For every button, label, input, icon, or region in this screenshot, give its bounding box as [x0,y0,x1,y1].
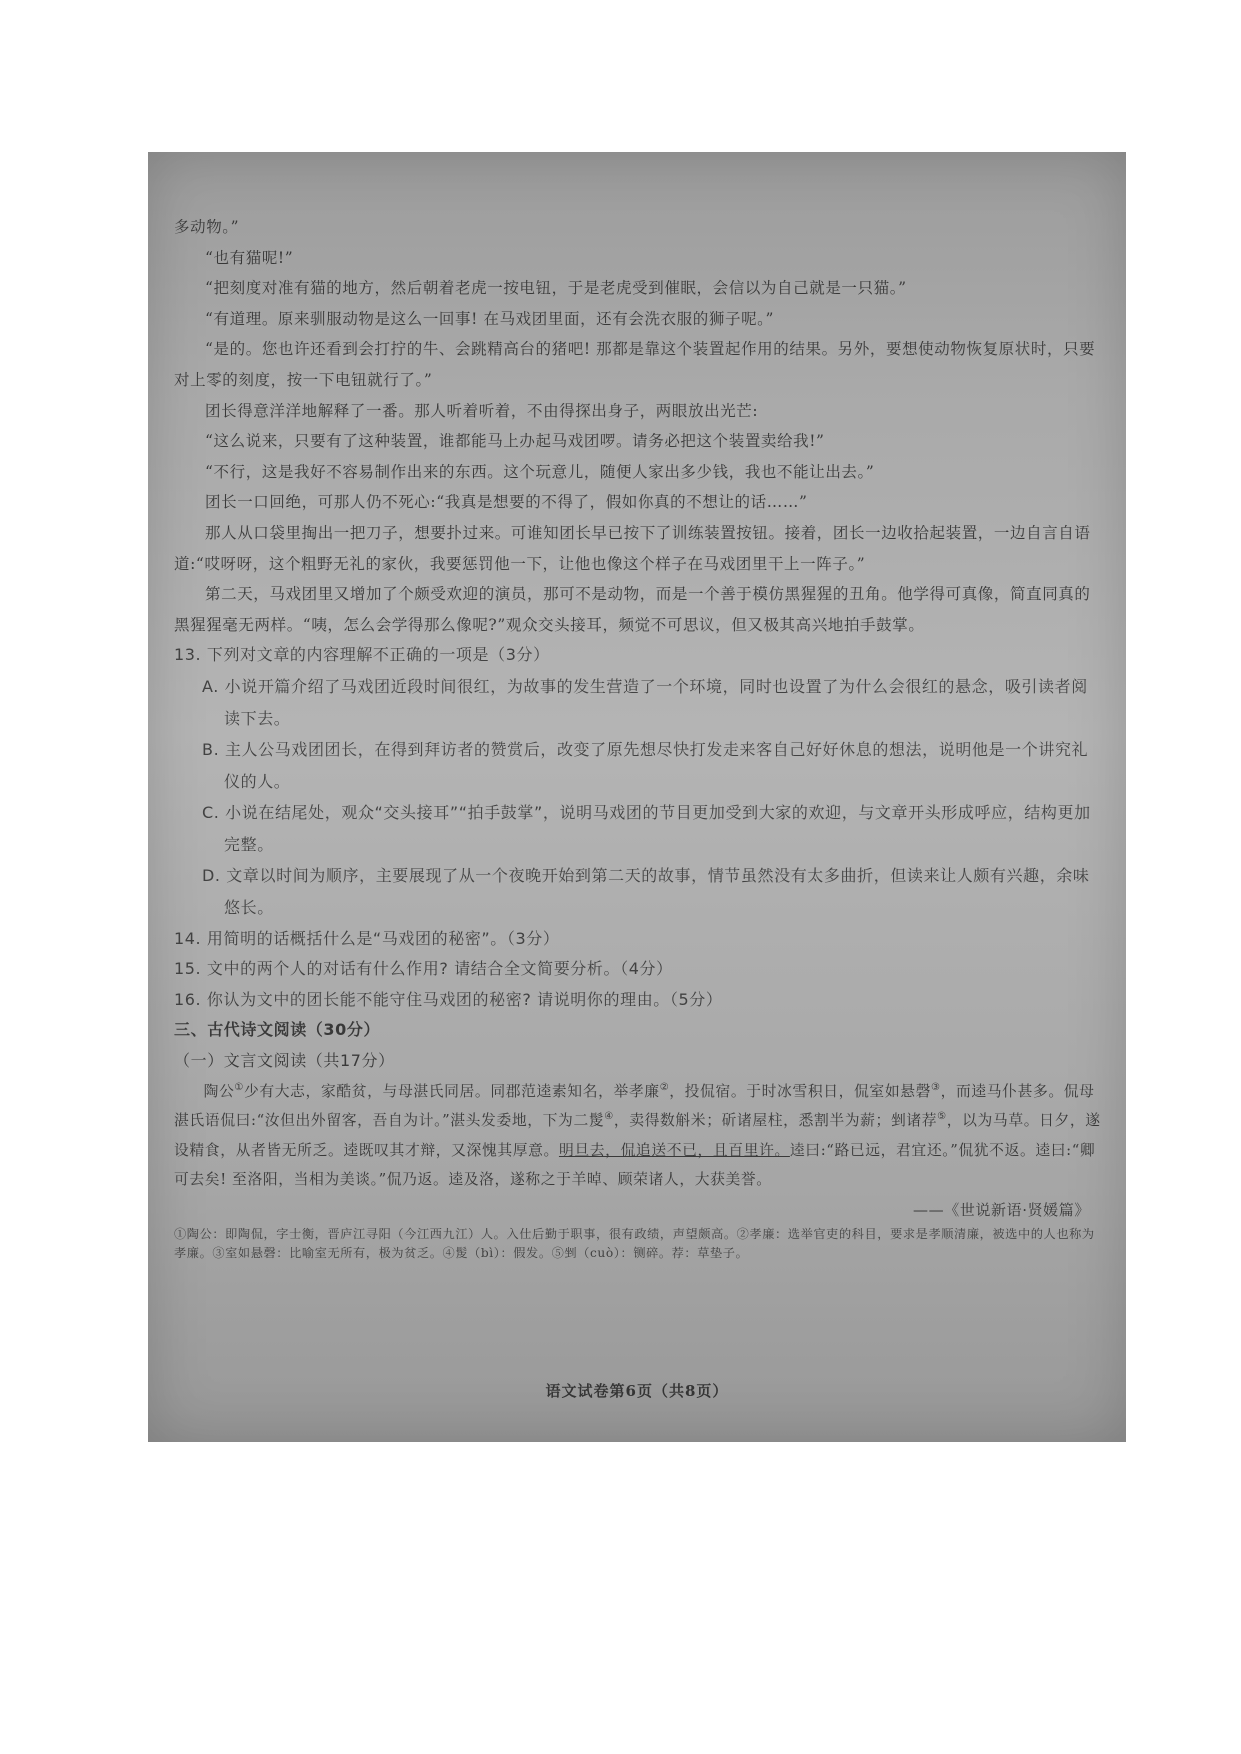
passage-paragraph: “也有猫呢!” [205,248,294,267]
question-14: 14. 用简明的话概括什么是“马戏团的秘密”。（3分） [174,928,560,948]
question-13-option-a: A. 小说开篇介绍了马戏团近段时间很红，为故事的发生营造了一个环境，同时也设置了为什么会很红的悬念，吸引读者阅读下去。 [202,676,1088,728]
underlined-sentence: 明旦去，侃追送不已，且百里许。 [558,1141,790,1159]
passage-paragraph: “把刻度对准有猫的地方，然后朝着老虎一按电钮，于是老虎受到催眠，会信以为自己就是一只猫。” [205,279,907,298]
question-16: 16. 你认为文中的团长能不能守住马戏团的秘密? 请说明你的理由。（5分） [174,989,723,1009]
passage-paragraph: “是的。您也许还看到会打拧的牛、会跳精高台的猪吧! 那都是靠这个装置起作用的结果。另外，要想使动物恢复原状时，只要对上零的刻度，按一下电钮就行了。” [174,340,1096,389]
subsection-heading: （一）文言文阅读（共17分） [174,1051,395,1071]
exam-paper-content [174,212,1104,1263]
classical-text-segment: ，投侃宿。于时冰雪积日，侃室如悬磬 [669,1082,932,1100]
passage-paragraph: “有道理。原来驯服动物是这么一回事! 在马戏团里面，还有会洗衣服的狮子呢。” [205,309,775,328]
question-15: 15. 文中的两个人的对话有什么作用? 请结合全文简要分析。（4分） [174,959,673,979]
classical-text-segment: 陶公 [203,1082,235,1100]
footnotes: ①陶公：即陶侃，字士衡，晋庐江寻阳（今江西九江）人。入仕后勤于职事，很有政绩，声望颇高。②孝廉：选举官吏的科目，要求是孝顺清廉，被选中的人也称为孝廉。③室如悬磬：比喻室无所有，极为贫乏。④髲（bì）：假发。⑤剉（cuò）：铡碎。荐：草垫子。 [174,1227,1095,1261]
question-13-option-c: C. 小说在结尾处，观众“交头接耳”“拍手鼓掌”，说明马戏团的节目更加受到大家的欢迎，与文章开头形成呼应，结构更加完整。 [202,803,1091,854]
classical-text-segment: ，卖得数斛米；斫诸屋柱，悉割半为薪；剉诸荐 [613,1112,938,1130]
footnote-marker: ① [234,1081,244,1093]
passage-paragraph: “不行，这是我好不容易制作出来的东西。这个玩意儿，随便人家出多少钱，我也不能让出去。” [205,462,875,481]
classical-chinese-passage [174,1077,1104,1226]
footnote-marker: ④ [604,1111,614,1123]
section-heading: 三、古代诗文阅读（30分） [174,1020,381,1040]
footnote-marker: ③ [931,1081,941,1093]
passage-paragraph: 那人从口袋里掏出一把刀子，想要扑过来。可谁知团长早已按下了训练装置按钮。接着，团长一边收拾起装置，一边自言自语道:“哎呀呀，这个粗野无礼的家伙，我要惩罚他一下，让他也像这个样子在马戏团里干上一阵子。” [174,523,1091,573]
photographed-page [148,152,1126,1442]
question-13-option-b: B. 主人公马戏团团长，在得到拜访者的赞赏后，改变了原先想尽快打发走来客自己好好休息的想法，说明他是一个讲究礼仪的人。 [202,740,1089,791]
classical-text-segment: ，而逵马仆甚多。侃母湛氏语侃曰:“汝但出外留客，吾自为计。”湛头发委地，下为二髲 [174,1082,1095,1130]
classical-text [174,1077,1104,1195]
classical-text-segment: 少有大志，家酷贫，与母湛氏同居。同郡范逵素知名，举孝廉 [243,1082,660,1100]
source-citation: ——《世说新语·贤媛篇》 [913,1200,1090,1219]
story-passage [174,212,1104,640]
question-13-stem: 13. 下列对文章的内容理解不正确的一项是（3分） [174,645,550,665]
passage-paragraph: 第二天，马戏团里又增加了个颇受欢迎的演员，那可不是动物，而是一个善于模仿黑猩猩的丑角。他学得可真像，简直同真的黑猩猩毫无两样。“咦，怎么会学得那么像呢?”观众交头接耳，频觉不可思议，但又极其高兴地拍手鼓掌。 [174,585,1091,634]
classical-text-segment: ，以为马草。日夕，遂设精食，从者皆无所乏。逵既叹其才辩，又深愧其厚意。 [174,1112,1101,1159]
passage-paragraph: 团长得意洋洋地解释了一番。那人听着听着，不由得探出身子，两眼放出光芒: [205,401,759,420]
question-13-option-d: D. 文章以时间为顺序，主要展现了从一个夜晚开始到第二天的故事，情节虽然没有太多曲折，但读来让人颇有兴趣，余味悠长。 [202,866,1090,918]
footnote-marker: ② [659,1081,670,1093]
passage-paragraph: “这么说来，只要有了这种装置，谁都能马上办起马戏团啰。请务必把这个装置卖给我!” [205,432,825,451]
question-13 [174,640,1104,923]
classical-text-segment: 逵曰:“路已远，君宜还。”侃犹不返。逵曰:“卿可去矣! 至洛阳，当相为美谈。”侃乃返。逵及洛，遂称之于羊晫、顾荣诸人，大获美誉。 [174,1141,1096,1189]
footnote-marker: ⑤ [937,1111,947,1123]
passage-paragraph: 多动物。” [174,218,240,236]
page-footer: 语文试卷第6页（共8页） [545,1382,729,1400]
passage-paragraph: 团长一口回绝，可那人仍不死心:“我真是想要的不得了，假如你真的不想让的话……” [205,493,808,512]
